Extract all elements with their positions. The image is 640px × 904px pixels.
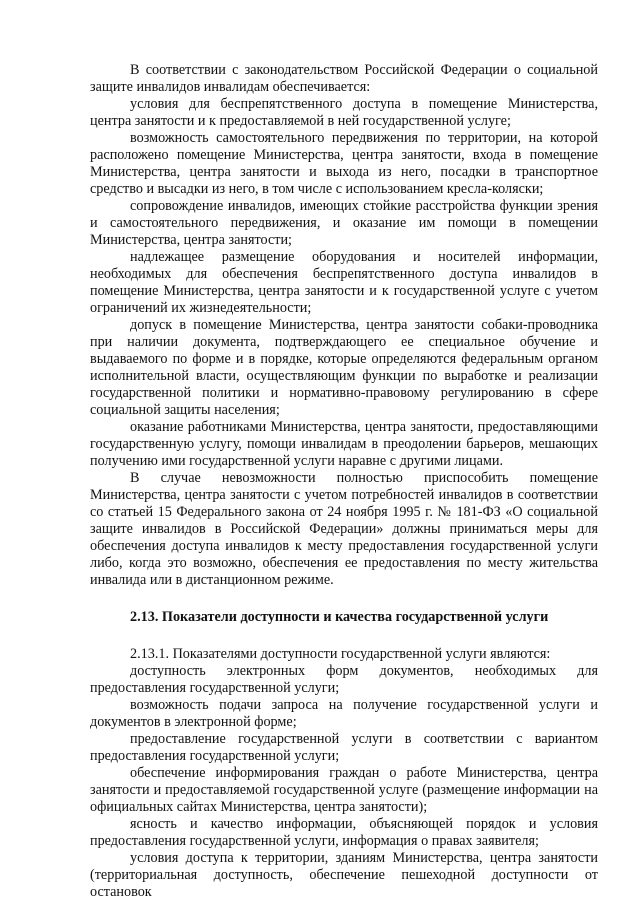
paragraph: допуск в помещение Министерства, центра занятости собаки-проводника при наличии документа, подтверждающего ее специальное обучение и выдаваемого по форме и в порядке, которые определяются федеральным органом исполнительной власти, осуществляющим функции по выработке и реализации государственной политики и нормативно-правовому регулированию в сфере социальной защиты населения; (90, 317, 598, 418)
paragraph: условия для беспрепятственного доступа в помещение Министерства, центра занятости и к предоставляемой в ней государственной услуге; (90, 96, 598, 129)
paragraph: В соответствии с законодательством Российской Федерации о социальной защите инвалидов инвалидам обеспечивается: (90, 62, 598, 95)
paragraph: В случае невозможности полностью приспособить помещение Министерства, центра занятости с учетом потребностей инвалидов в соответствии со статьей 15 Федерального закона от 24 ноября 1995 г. № 181-ФЗ «О социальной защите инвалидов в Российской Федерации» должны приниматься меры для обеспечения доступа инвалидов к месту предоставления государственной услуги либо, когда это возможно, обеспечения ее предоставления по месту жительства инвалида или в дистанционном режиме. (90, 470, 598, 588)
paragraph: возможность подачи запроса на получение государственной услуги и документов в электронной форме; (90, 697, 598, 730)
paragraph: оказание работниками Министерства, центра занятости, предоставляющими государственную услугу, помощи инвалидам в преодолении барьеров, мешающих получению ими государственной услуги наравне с другими лицами. (90, 419, 598, 469)
paragraph: возможность самостоятельного передвижения по территории, на которой расположено помещение Министерства, центра занятости, входа в помещение Министерства, центра занятости и выхода из него, посадки в транспортное средство и высадки из него, в том числе с использованием кресла-коляски; (90, 130, 598, 197)
paragraph: надлежащее размещение оборудования и носителей информации, необходимых для обеспечения беспрепятственного доступа инвалидов в помещение Министерства, центра занятости и к государственной услуге с учетом ограничений их жизнедеятельности; (90, 249, 598, 316)
document-page (90, 62, 598, 901)
section-heading: 2.13. Показатели доступности и качества государственной услуги (130, 609, 549, 625)
paragraph: сопровождение инвалидов, имеющих стойкие расстройства функции зрения и самостоятельного передвижения, и оказание им помощи в помещении Министерства, центра занятости; (90, 198, 598, 248)
paragraph: обеспечение информирования граждан о работе Министерства, центра занятости и предоставляемой государственной услуге (размещение информации на официальных сайтах Министерства, центра занятости); (90, 765, 598, 815)
paragraph: условия доступа к территории, зданиям Министерства, центра занятости (территориальная доступность, обеспечение пешеходной доступности от остановок (90, 850, 598, 900)
paragraph: 2.13.1. Показателями доступности государственной услуги являются: (130, 646, 551, 662)
paragraph: доступность электронных форм документов, необходимых для предоставления государственной услуги; (90, 663, 598, 696)
paragraph: ясность и качество информации, объясняющей порядок и условия предоставления государственной услуги, информация о правах заявителя; (90, 816, 598, 849)
paragraph: предоставление государственной услуги в соответствии с вариантом предоставления государственной услуги; (90, 731, 598, 764)
